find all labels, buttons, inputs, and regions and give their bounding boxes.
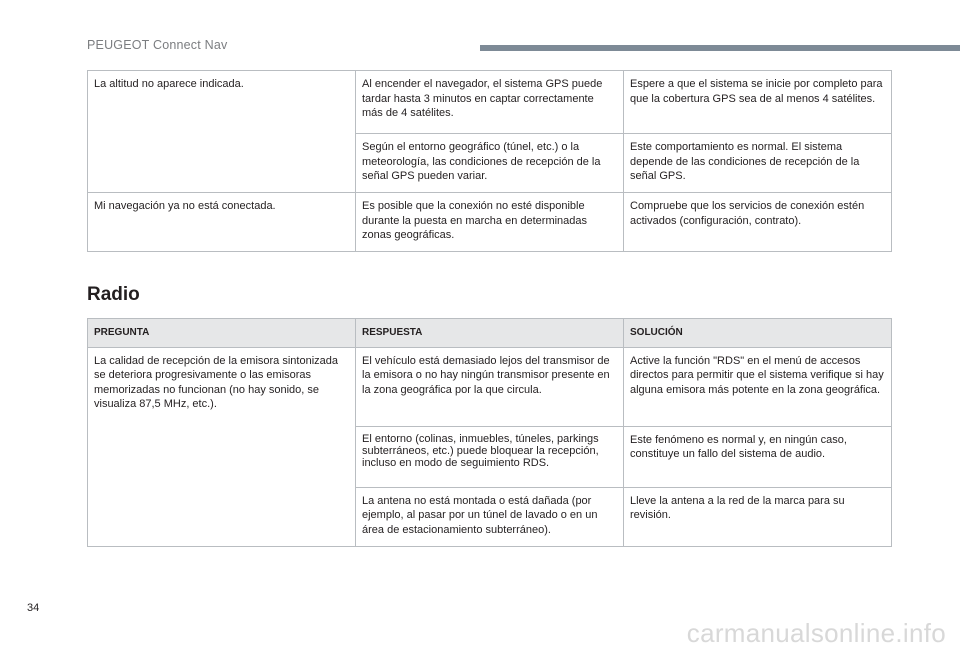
answer-cell: El entorno (colinas, inmuebles, túneles, parkings subterráneos, etc.) puede bloquear la recepción, incluso en modo de seguimiento RDS. — [356, 426, 624, 487]
answer-cell: Es posible que la conexión no esté disponible durante la puesta en marcha en determinadas zonas geográficas. — [356, 193, 624, 252]
question-cell: La altitud no aparece indicada. — [88, 71, 356, 193]
solution-cell: Compruebe que los servicios de conexión estén activados (configuración, contrato). — [624, 193, 892, 252]
solution-cell: Lleve la antena a la red de la marca para su revisión. — [624, 487, 892, 546]
troubleshooting-table-gps — [87, 70, 892, 252]
troubleshooting-table-radio — [87, 318, 892, 547]
column-header-solution: SOLUCIÓN — [624, 319, 892, 348]
document-header-title: PEUGEOT Connect Nav — [87, 38, 228, 52]
table-row — [88, 71, 892, 134]
table-row — [88, 193, 892, 252]
solution-cell: Este comportamiento es normal. El sistema depende de las condiciones de recepción de la señal GPS. — [624, 134, 892, 193]
answer-cell: El vehículo está demasiado lejos del transmisor de la emisora o no hay ningún transmisor presente en la zona geográfica por la que circula. — [356, 347, 624, 426]
page-number: 34 — [27, 602, 40, 614]
header-decor-bar — [480, 45, 960, 51]
question-cell: Mi navegación ya no está conectada. — [88, 193, 356, 252]
answer-cell: Según el entorno geográfico (túnel, etc.) o la meteorología, las condiciones de recepción de la señal GPS pueden variar. — [356, 134, 624, 193]
column-header-answer: RESPUESTA — [356, 319, 624, 348]
solution-cell: Active la función "RDS" en el menú de accesos directos para permitir que el sistema verifique si hay alguna emisora más potente en la zona geográfica. — [624, 347, 892, 426]
solution-cell: Este fenómeno es normal y, en ningún caso, constituye un fallo del sistema de audio. — [624, 426, 892, 487]
answer-cell: La antena no está montada o está dañada (por ejemplo, al pasar por un túnel de lavado o en un área de estacionamiento subterráneo). — [356, 487, 624, 546]
watermark-text: carmanualsonline.info — [686, 618, 946, 648]
table-row — [88, 347, 892, 426]
table-header-row — [88, 319, 892, 348]
question-cell: La calidad de recepción de la emisora sintonizada se deteriora progresivamente o las emisoras memorizadas no funcionan (no hay sonido, se visualiza 87,5 MHz, etc.). — [88, 347, 356, 546]
column-header-question: PREGUNTA — [88, 319, 356, 348]
section-title-radio: Radio — [87, 284, 140, 305]
solution-cell: Espere a que el sistema se inicie por completo para que la cobertura GPS sea de al menos 4 satélites. — [624, 71, 892, 134]
answer-cell: Al encender el navegador, el sistema GPS puede tardar hasta 3 minutos en captar correctamente más de 4 satélites. — [356, 71, 624, 134]
